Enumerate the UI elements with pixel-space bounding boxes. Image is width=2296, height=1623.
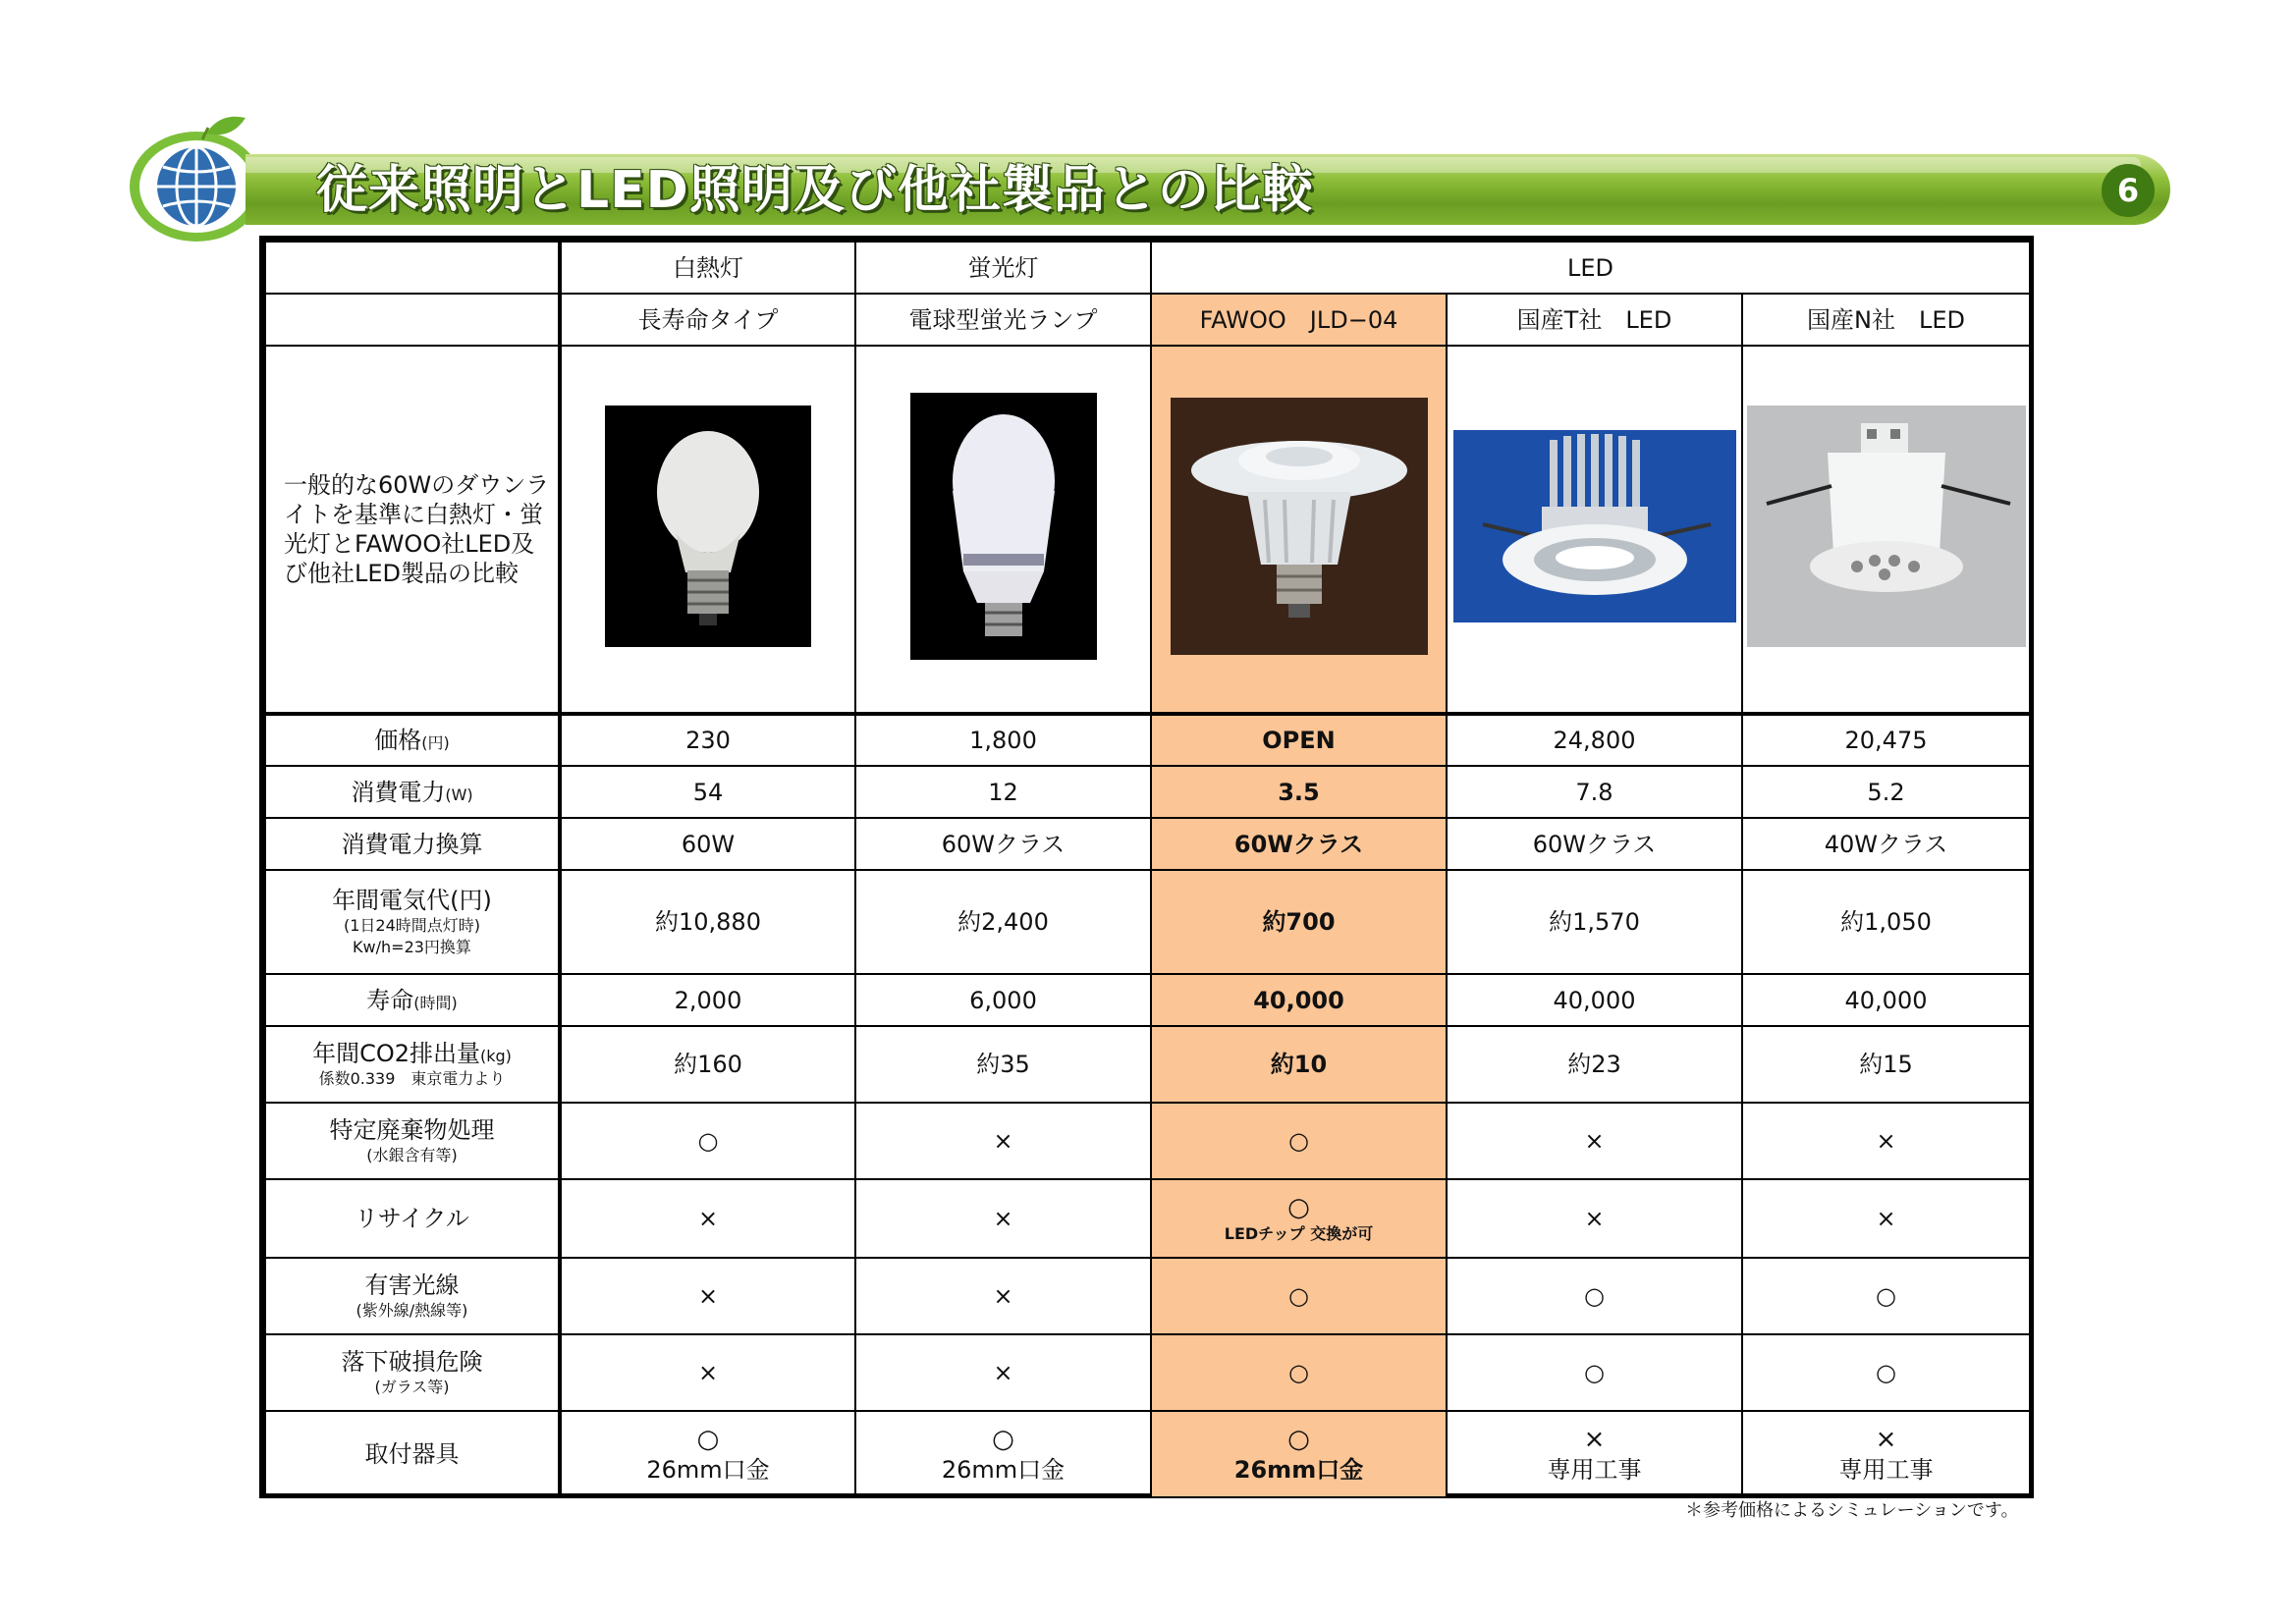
table-cell: 約700 — [1151, 870, 1447, 974]
table-cell: 2,000 — [560, 974, 855, 1026]
table-cell: 約35 — [855, 1026, 1151, 1103]
row-label-power: 消費電力(W) — [265, 766, 560, 818]
table-row-power — [265, 766, 2030, 818]
bulb-fluorescent-lamp-photo — [910, 393, 1097, 660]
product-image-cell-1 — [855, 346, 1151, 714]
table-row-equiv — [265, 818, 2030, 870]
table-row-fixture — [265, 1411, 2030, 1497]
t-company-led-downlight-photo — [1453, 430, 1736, 622]
product-image-cell-4 — [1742, 346, 2030, 714]
comparison-description: 一般的な60Wのダウンライトを基準に白熱灯・蛍光灯とFAWOO社LED及び他社LED製品の比較 — [265, 346, 560, 714]
table-cell: ○ 26mm口金 — [1151, 1411, 1447, 1497]
table-cell-empty — [265, 294, 560, 346]
table-row-recycle — [265, 1179, 2030, 1258]
table-cell: × — [1447, 1103, 1742, 1179]
table-cell: OPEN — [1151, 714, 1447, 766]
incandescent-bulb-photo — [605, 406, 811, 647]
table-cell: 5.2 — [1742, 766, 2030, 818]
table-cell: 約1,050 — [1742, 870, 2030, 974]
row-label-life: 寿命(時間) — [265, 974, 560, 1026]
table-row-group-header — [265, 242, 2030, 294]
table-row-images — [265, 346, 2030, 714]
group-header-incandescent: 白熱灯 — [560, 242, 855, 294]
table-cell: 約15 — [1742, 1026, 2030, 1103]
table-row-harmful — [265, 1258, 2030, 1334]
page-number-badge: 6 — [2102, 164, 2155, 217]
product-type-4: 国産N社 LED — [1742, 294, 2030, 346]
row-label-waste: 特定廃棄物処理 (水銀含有等) — [265, 1103, 560, 1179]
table-cell: ○ 26mm口金 — [560, 1411, 855, 1497]
product-type-2: FAWOO JLD−04 — [1151, 294, 1447, 346]
table-cell: 20,475 — [1742, 714, 2030, 766]
table-cell: 7.8 — [1447, 766, 1742, 818]
table-cell: 54 — [560, 766, 855, 818]
table-cell: 約1,570 — [1447, 870, 1742, 974]
footnote: ＊参考価格によるシミュレーションです。 — [1685, 1500, 2019, 1521]
table-cell: 12 — [855, 766, 1151, 818]
table-cell: × 専用工事 — [1447, 1411, 1742, 1497]
table-cell: ○ — [1151, 1334, 1447, 1411]
row-label-harmful: 有害光線 (紫外線/熱線等) — [265, 1258, 560, 1334]
table-cell: 約23 — [1447, 1026, 1742, 1103]
table-row-co2 — [265, 1026, 2030, 1103]
table-row-waste — [265, 1103, 2030, 1179]
table-cell: ○ — [1742, 1258, 2030, 1334]
table-cell: ○ 26mm口金 — [855, 1411, 1151, 1497]
table-cell: ○ — [1151, 1258, 1447, 1334]
table-cell: 40,000 — [1151, 974, 1447, 1026]
product-type-3: 国産T社 LED — [1447, 294, 1742, 346]
table-cell: × — [560, 1334, 855, 1411]
table-cell: 230 — [560, 714, 855, 766]
table-cell: × 専用工事 — [1742, 1411, 2030, 1497]
table-cell: 40,000 — [1742, 974, 2030, 1026]
table-cell-empty — [265, 242, 560, 294]
table-cell: 6,000 — [855, 974, 1151, 1026]
table-cell: × — [1742, 1103, 2030, 1179]
table-row-life — [265, 974, 2030, 1026]
row-label-fixture: 取付器具 — [265, 1411, 560, 1497]
table-cell: ○ — [560, 1103, 855, 1179]
table-cell: × — [855, 1103, 1151, 1179]
table-cell: 40Wクラス — [1742, 818, 2030, 870]
table-row-drop — [265, 1334, 2030, 1411]
fawoo-led-downlight-photo — [1171, 398, 1428, 655]
table-cell: ○ — [1447, 1334, 1742, 1411]
table-cell: ○ — [1447, 1258, 1742, 1334]
product-image-cell-3 — [1447, 346, 1742, 714]
table-cell: ○ — [1151, 1103, 1447, 1179]
table-row-price — [265, 714, 2030, 766]
comparison-table — [259, 236, 2034, 1498]
table-cell: ○ — [1742, 1334, 2030, 1411]
table-cell: × — [560, 1258, 855, 1334]
row-label-co2: 年間CO2排出量(kg) 係数0.339 東京電力より — [265, 1026, 560, 1103]
table-cell: 約2,400 — [855, 870, 1151, 974]
product-image-cell-2 — [1151, 346, 1447, 714]
n-company-led-downlight-photo — [1747, 406, 2026, 647]
table-cell: × — [1742, 1179, 2030, 1258]
table-cell: 24,800 — [1447, 714, 1742, 766]
row-label-price: 価格(円) — [265, 714, 560, 766]
product-type-0: 長寿命タイプ — [560, 294, 855, 346]
product-type-1: 電球型蛍光ランプ — [855, 294, 1151, 346]
table-cell: ○ LEDチップ 交換が可 — [1151, 1179, 1447, 1258]
table-cell: 60Wクラス — [1151, 818, 1447, 870]
row-label-annual-cost: 年間電気代(円) (1日24時間点灯時) Kw/h=23円換算 — [265, 870, 560, 974]
table-cell: 約10,880 — [560, 870, 855, 974]
row-label-drop: 落下破損危険 (ガラス等) — [265, 1334, 560, 1411]
table-row-product-type — [265, 294, 2030, 346]
row-label-equiv: 消費電力換算 — [265, 818, 560, 870]
row-label-recycle: リサイクル — [265, 1179, 560, 1258]
page-title: 従来照明とLED照明及び他社製品との比較 — [316, 161, 1314, 220]
table-cell: 40,000 — [1447, 974, 1742, 1026]
table-cell: × — [855, 1334, 1151, 1411]
product-image-cell-0 — [560, 346, 855, 714]
table-cell: 約10 — [1151, 1026, 1447, 1103]
table-cell: × — [560, 1179, 855, 1258]
table-cell: 60Wクラス — [1447, 818, 1742, 870]
table-row-annual-cost — [265, 870, 2030, 974]
table-cell: 1,800 — [855, 714, 1151, 766]
table-cell: × — [1447, 1179, 1742, 1258]
table-cell: × — [855, 1179, 1151, 1258]
group-header-led: LED — [1151, 242, 2030, 294]
table-cell: × — [855, 1258, 1151, 1334]
table-cell: 60Wクラス — [855, 818, 1151, 870]
table-cell: 3.5 — [1151, 766, 1447, 818]
table-cell: 60W — [560, 818, 855, 870]
group-header-fluorescent: 蛍光灯 — [855, 242, 1151, 294]
table-cell: 約160 — [560, 1026, 855, 1103]
